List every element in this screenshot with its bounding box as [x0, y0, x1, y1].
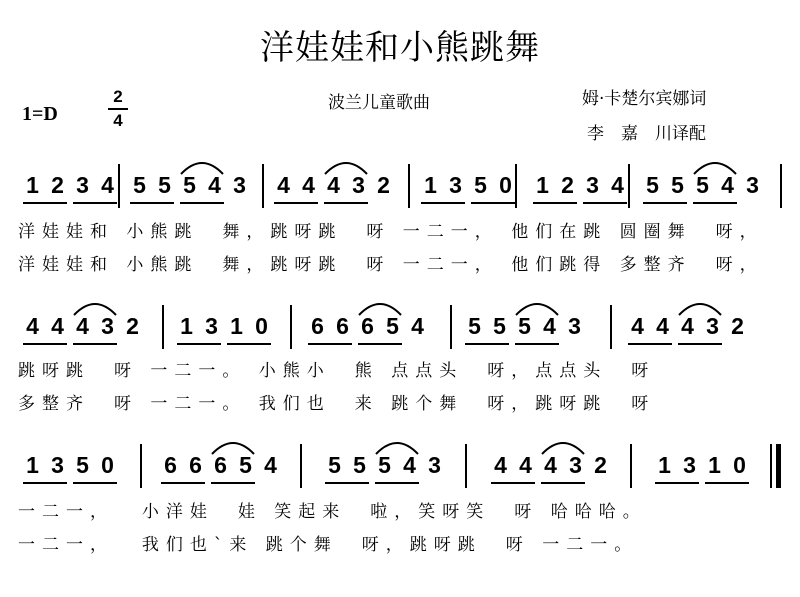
note: 4: [721, 172, 734, 198]
bar-line: [630, 444, 632, 488]
beam-line: [655, 482, 699, 484]
note: 4: [403, 452, 416, 478]
note: 0: [733, 452, 746, 478]
note: 4: [327, 172, 340, 198]
lyric-line: 一二一， 我们也`来 跳个舞 呀，跳呀跳 呀 一二一。: [18, 535, 639, 555]
note: 6: [361, 313, 374, 339]
note: 4: [519, 452, 532, 478]
note: 4: [544, 452, 557, 478]
note: 1: [26, 452, 39, 478]
note: 5: [133, 172, 146, 198]
bar-line: [140, 444, 142, 488]
note: 4: [631, 313, 644, 339]
measure: [652, 452, 752, 479]
note: 5: [76, 452, 89, 478]
note: 2: [594, 452, 607, 478]
note: 5: [493, 313, 506, 339]
time-signature-bottom: 4: [113, 111, 123, 130]
lyric-line: 一二一， 小洋娃 娃 笑起来 啦，笑呀笑 呀 哈哈哈。: [18, 502, 647, 522]
note: 3: [706, 313, 719, 339]
lyric-line: 洋娃娃和 小熊跳 舞，跳呀跳 呀 一二一， 他们跳得 多整齐 呀，: [18, 255, 764, 275]
note: 5: [646, 172, 659, 198]
note: 5: [239, 452, 252, 478]
note: 3: [428, 452, 441, 478]
note: 4: [543, 313, 556, 339]
note: 6: [189, 452, 202, 478]
lyricist-credit: 姆·卡楚尔宾娜词: [582, 89, 707, 109]
note: 5: [378, 452, 391, 478]
lyric-line: 洋娃娃和 小熊跳 舞，跳呀跳 呀 一二一， 他们在跳 圆圈舞 呀，: [18, 222, 764, 242]
note: 1: [230, 313, 243, 339]
note: 3: [233, 172, 246, 198]
bar-line: [465, 444, 467, 488]
note: 6: [311, 313, 324, 339]
lyric-line: 多整齐 呀 一二一。 我们也 来 跳个舞 呀，跳呀跳 呀: [18, 394, 656, 414]
note: 1: [658, 452, 671, 478]
note: 5: [386, 313, 399, 339]
final-thin-bar: [770, 444, 772, 488]
note: 3: [101, 313, 114, 339]
lyric-line: 跳呀跳 呀 一二一。 小熊小 熊 点点头 呀，点点头 呀: [18, 361, 656, 381]
note: 4: [277, 172, 290, 198]
note: 4: [101, 172, 114, 198]
note: 5: [158, 172, 171, 198]
note: 2: [377, 172, 390, 198]
note: 5: [468, 313, 481, 339]
note: 4: [494, 452, 507, 478]
note: 2: [51, 172, 64, 198]
note: 4: [76, 313, 89, 339]
note: 4: [26, 313, 39, 339]
note: 3: [449, 172, 462, 198]
note: 3: [205, 313, 218, 339]
note: 4: [611, 172, 624, 198]
note: 3: [51, 452, 64, 478]
note: 6: [336, 313, 349, 339]
note: 1: [26, 172, 39, 198]
note: 3: [568, 313, 581, 339]
note: 5: [671, 172, 684, 198]
note: 2: [126, 313, 139, 339]
note: 5: [353, 452, 366, 478]
song-origin: 波兰儿童歌曲: [328, 93, 430, 113]
note: 3: [76, 172, 89, 198]
note: 5: [518, 313, 531, 339]
note: 0: [255, 313, 268, 339]
note: 0: [101, 452, 114, 478]
note: 5: [696, 172, 709, 198]
final-bar-line: [776, 444, 781, 488]
bar-line: [300, 444, 302, 488]
note: 4: [656, 313, 669, 339]
note: 4: [302, 172, 315, 198]
note: 2: [561, 172, 574, 198]
time-signature-top: 2: [113, 87, 123, 106]
translator-credit: 李 嘉 川译配: [587, 124, 706, 144]
note: 2: [731, 313, 744, 339]
note: 3: [352, 172, 365, 198]
note: 4: [411, 313, 424, 339]
note: 5: [474, 172, 487, 198]
key-signature: 1=D: [22, 103, 58, 125]
note: 5: [183, 172, 196, 198]
note: 1: [536, 172, 549, 198]
note: 1: [708, 452, 721, 478]
note: 5: [328, 452, 341, 478]
note: 4: [681, 313, 694, 339]
note: 4: [208, 172, 221, 198]
song-title: 洋娃娃和小熊跳舞: [260, 28, 540, 68]
note: 6: [214, 452, 227, 478]
note: 6: [164, 452, 177, 478]
note: 3: [569, 452, 582, 478]
note: 4: [51, 313, 64, 339]
note: 3: [586, 172, 599, 198]
note: 0: [499, 172, 512, 198]
note: 3: [746, 172, 759, 198]
note: 1: [424, 172, 437, 198]
beam-line: [705, 482, 749, 484]
note: 1: [180, 313, 193, 339]
note: 3: [683, 452, 696, 478]
note: 4: [264, 452, 277, 478]
